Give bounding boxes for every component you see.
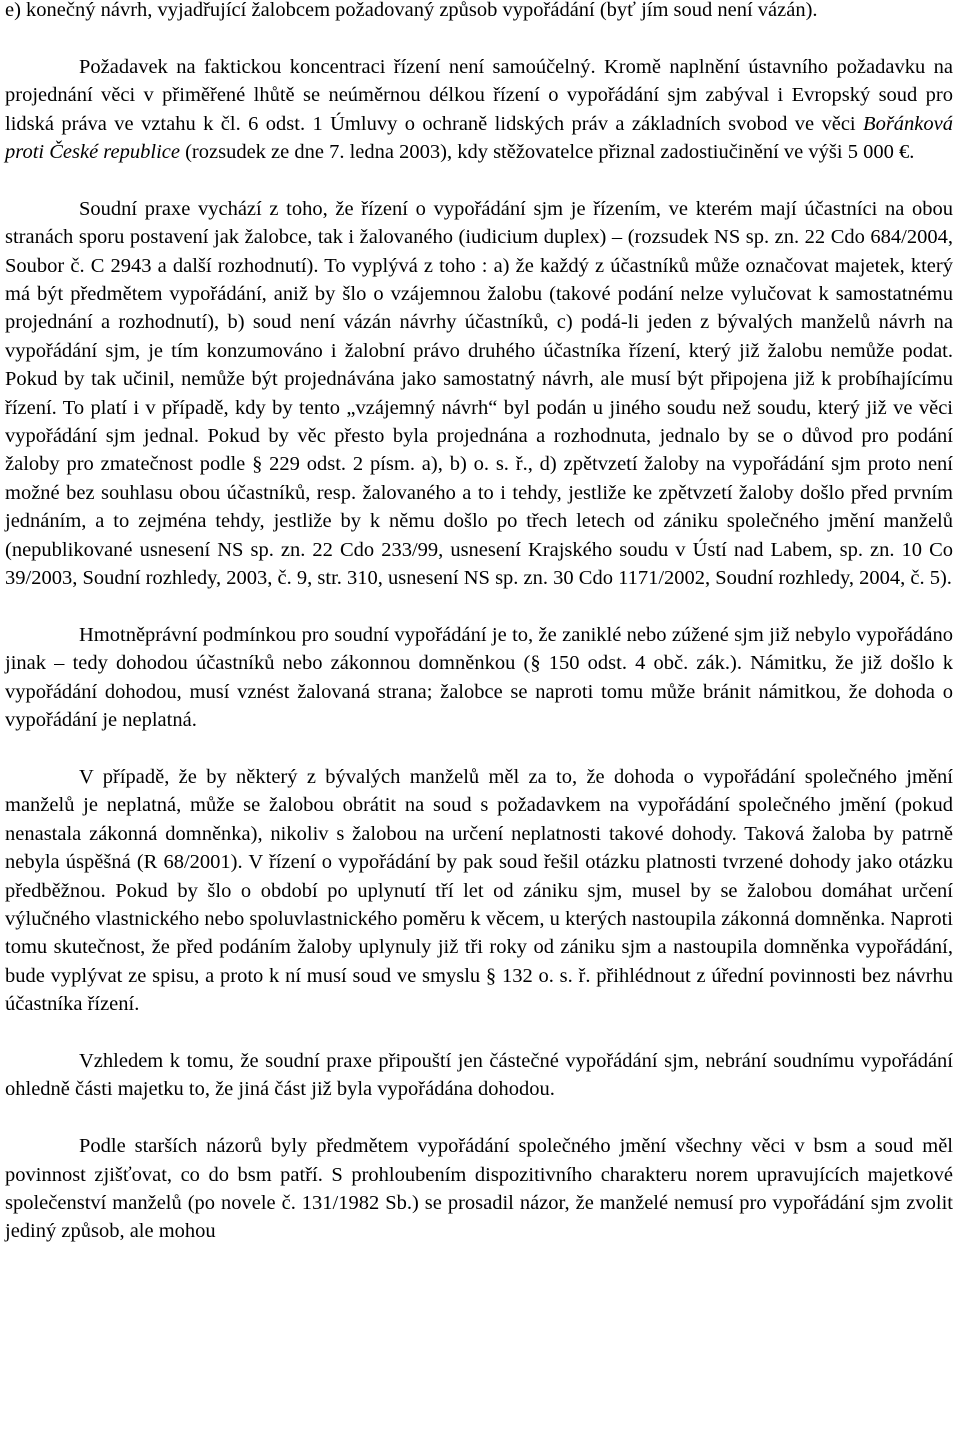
paragraph-court-practice: Soudní praxe vychází z toho, že řízení o vypořádání sjm je řízením, ve kterém mají účastníci na obou stranách sporu postavení jak žalobce, tak i žalovaného (iudicium duplex) – (rozsudek NS sp. zn. 22 Cdo 684/2004, Soubor č. C 2943 a další rozhodnutí). To vyplývá z toho : a) že každý z účastníků může označovat majetek, který má být předmětem vypořádání, aniž by šlo o vzájemnou žalobu (takové podání nelze vylučovat k samostatnému projednání a rozhodnutí), b) soud není vázán návrhy účastníků, c) podá-li jeden z bývalých manželů návrh na vypořádání sjm, je tím konzumováno i žalobní právo druhého účastníka řízení, který již žalobu nemůže podat. Pokud by tak učinil, nemůže být projednávána jako samostatný návrh, ale musí být připojena již k probíhajícímu řízení. To platí i v případě, kdy by tento „vzájemný návrh“ byl podán u jiného soudu než soudu, který již ve věci vypořádání sjm jednal. Pokud by věc přesto byla projednána a rozhodnuta, jednalo by se o důvod pro podání žaloby pro zmatečnost podle § 229 odst. 2 písm. a), b) o. s. ř., d) zpětvzetí žaloby na vypořádání sjm proto není možné bez souhlasu obou účastníků, resp. žalovaného a to i tehdy, jestliže ke zpětvzetí žaloby došlo před prvním jednáním, a to zejména tehdy, jestliže by k němu došlo po třech letech od zániku společného jmění manželů (nepublikované usnesení NS sp. zn. 22 Cdo 233/99, usnesení Krajského soudu v Ústí nad Labem, sp. zn. 10 Co 39/2003, Soudní rozhledy, 2003, č. 9, str. 310, usnesení NS sp. zn. 30 Cdo 1171/2002, Soudní rozhledy, 2004, č. 5). xyxy=(5,197,953,590)
paragraph-older-views: Podle starších názorů byly předmětem vypořádání společného jmění všechny věci v bsm a soud měl povinnost zjišťovat, co do bsm patří. S prohloubením dispozitivního charakteru norem upravujících majetkové společenství manželů (po novele č. 131/1982 Sb.) se prosadil názor, že manželé nemusí pro vypořádání sjm zvolit jediný způsob, ale mohou xyxy=(5,1135,953,1243)
document-page xyxy=(5,0,953,1246)
paragraph-invalid-agreement: V případě, že by některý z bývalých manželů měl za to, že dohoda o vypořádání společného jmění manželů je neplatná, může se žalobou obrátit na soud s požadavkem na vypořádání společného jmění (pokud nenastala zákonná domněnka), nikoliv s žalobou na určení neplatnosti takové dohody. Taková žaloba by patrně nebyla úspěšná (R 68/2001). V řízení o vypořádání by pak soud řešil otázku platnosti tvrzené dohody jako otázku předběžnou. Pokud by šlo o období po uplynutí tří let od zániku sjm, musel by se žalobou domáhat určení výlučného vlastnického nebo spoluvlastnického poměru k věcem, u kterých nastoupila zákonná domněnka. Naproti tomu skutečnost, že před podáním žaloby uplynuly již tři roky od zániku sjm a nastoupila domněnka vypořádání, bude vyplývat ze spisu, a proto k ní musí soud ve smyslu § 132 o. s. ř. přihlédnout z úřední povinnosti bez návrhu účastníka řízení. xyxy=(5,765,953,1016)
paragraph-text: (rozsudek ze dne 7. ledna 2003), kdy stěžovatelce přiznal zadostiučinění ve výši 5 000 €. xyxy=(179,141,915,164)
paragraph-gap xyxy=(5,24,953,52)
case-name: Bořánková proti České republice xyxy=(5,112,953,164)
paragraph-final-proposal: e) konečný návrh, vyjadřující žalobcem požadovaný způsob vypořádání (byť jím soud není vázán). xyxy=(5,0,818,21)
paragraph-text: Požadavek na faktickou koncentraci řízení není samoúčelný. Kromě naplnění ústavního požadavku na projednání věci v přiměřené lhůtě se neúměrnou délkou řízení o vypořádání sjm zabýval i Evropský soud pro lidská práva ve vztahu k čl. 6 odst. 1 Úmluvy o ochraně lidských práv a základních svobod ve věci xyxy=(5,55,953,135)
paragraph-gap xyxy=(5,166,953,194)
paragraph-substantive-condition: Hmotněprávní podmínkou pro soudní vypořádání je to, že zaniklé nebo zúžené sjm již nebylo vypořádáno jinak – tedy dohodou účastníků nebo zákonnou domněnkou (§ 150 odst. 4 obč. zák.). Námitku, že již došlo k vypořádání dohodou, musí vznést žalovaná strana; žalobce se naproti tomu může bránit námitkou, že dohoda o vypořádání je neplatná. xyxy=(5,623,953,732)
paragraph-gap xyxy=(5,1019,953,1047)
paragraph-gap xyxy=(5,593,953,621)
paragraph-gap xyxy=(5,1104,953,1132)
paragraph-partial-settlement: Vzhledem k tomu, že soudní praxe připouští jen částečné vypořádání sjm, nebrání soudnímu vypořádání ohledně části majetku to, že jiná část již byla vypořádána dohodou. xyxy=(5,1049,953,1101)
paragraph-concentration xyxy=(5,53,953,167)
paragraph-gap xyxy=(5,735,953,763)
